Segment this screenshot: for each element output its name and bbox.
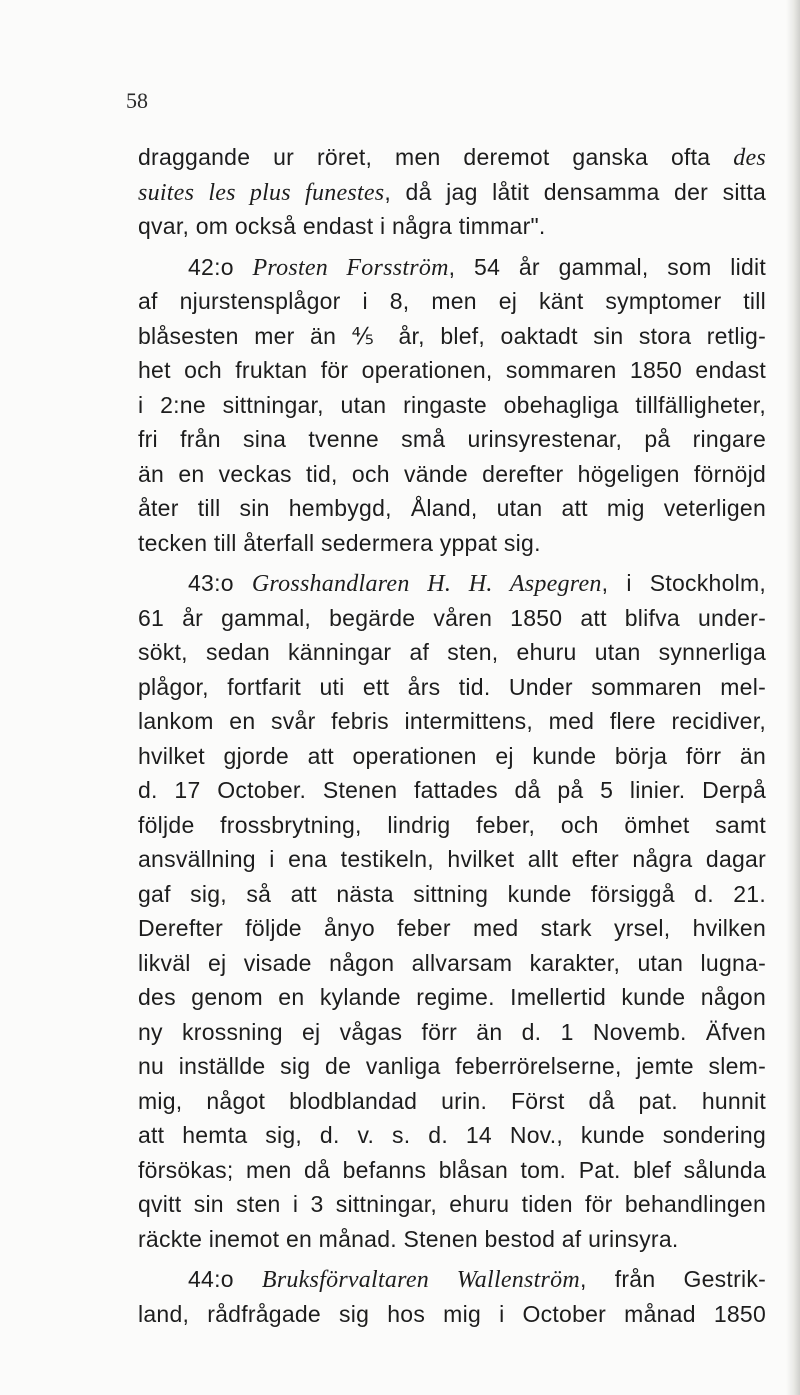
page-number: 58 xyxy=(126,88,148,113)
text-line: åter till sin hembygd, Åland, utan att mig veterligen xyxy=(138,495,766,521)
text-line: draggande ur röret, men deremot ganska ofta des xyxy=(138,144,766,171)
text-line: 44:o Bruksförvaltaren Wallenström, från Gestrik- xyxy=(188,1266,766,1293)
case-number: 42:o xyxy=(188,253,253,280)
text-line: 61 år gammal, begärde våren 1850 att blifva under- xyxy=(138,604,766,631)
text-line: d. 17 October. Stenen fattades då på 5 linier. Derpå xyxy=(138,777,766,803)
patient-name: Prosten Forsström xyxy=(252,254,449,281)
text-line: Derefter följde ånyo feber med stark yrsel, hvilken xyxy=(138,915,766,941)
text-line: het och fruktan för operationen, sommaren 1850 endast xyxy=(138,357,766,383)
body-text xyxy=(138,140,766,1331)
text-line: 43:o Grosshandlaren H. H. Aspegren, i Stockholm, xyxy=(188,570,767,597)
text-line: 42:o Prosten Forsström, 54 år gammal, som lidit xyxy=(188,253,766,281)
text-line: i 2:ne sittningar, utan ringaste obehagliga tillfälligheter, xyxy=(138,391,766,418)
text-line: nu inställde sig de vanliga feberrörelserne, jemte slem- xyxy=(138,1053,766,1079)
text-line: hvilket gjorde att operationen ej kunde börja förr än xyxy=(138,742,766,769)
text-line: land, rådfrågade sig hos mig i October månad 1850 xyxy=(138,1300,766,1327)
text-line: qvitt sin sten i 3 sittningar, ehuru tiden för behandlingen xyxy=(138,1191,766,1217)
text-line: gaf sig, så att nästa sittning kunde försiggå d. 21. xyxy=(138,880,766,907)
text-line: sökt, sedan känningar af sten, ehuru utan synnerliga xyxy=(138,639,766,665)
text-line: af njurstensplågor i 8, men ej känt symptomer till xyxy=(138,288,766,314)
text-line: suites les plus funestes, då jag låtit densamma der sitta xyxy=(138,178,767,206)
text-line: att hemta sig, d. v. s. d. 14 Nov., kunde sondering xyxy=(138,1122,766,1148)
italic-phrase: suites les plus funestes xyxy=(138,179,385,206)
case-number: 43:o xyxy=(188,570,252,596)
text-line: än en veckas tid, och vände derefter högeligen förnöjd xyxy=(138,460,766,487)
patient-name: Bruksförvaltaren Wallenström xyxy=(261,1267,580,1293)
text-line: ansvällning i ena testikeln, hvilket allt efter några dagar xyxy=(138,846,766,872)
case-number: 44:o xyxy=(188,1266,262,1292)
text-line: qvar, om också endast i några timmar". xyxy=(138,213,546,239)
text-line: plågor, fortfarit uti ett års tid. Under sommaren mel- xyxy=(138,673,766,700)
text-line: des genom en kylande regime. Imellertid kunde någon xyxy=(138,984,766,1010)
text-line: mig, något blodblandad urin. Först då pat. hunnit xyxy=(138,1087,766,1114)
page-edge-shadow xyxy=(786,0,800,1395)
text-line: följde frossbrytning, lindrig feber, och ömhet samt xyxy=(138,811,766,838)
text-line: lankom en svår febris intermittens, med flere recidiver, xyxy=(138,708,766,734)
text-line: tecken till återfall sedermera yppat sig. xyxy=(138,529,541,556)
text-line: räckte inemot en månad. Stenen bestod af urinsyra. xyxy=(138,1225,679,1252)
text-line: försökas; men då befanns blåsan tom. Pat. blef sålunda xyxy=(138,1156,766,1183)
text-line: fri från sina tvenne små urinsyrestenar, på ringare xyxy=(138,426,766,452)
patient-name: Grosshandlaren H. H. Aspegren xyxy=(251,571,602,597)
text-line: likväl ej visade någon allvarsam karakter, utan lugna- xyxy=(138,949,766,976)
text-line: blåsesten mer än ⅘ år, blef, oaktadt sin stora retlig- xyxy=(138,322,766,349)
text-line: ny krossning ej vågas förr än d. 1 Novemb. Äfven xyxy=(138,1018,766,1045)
